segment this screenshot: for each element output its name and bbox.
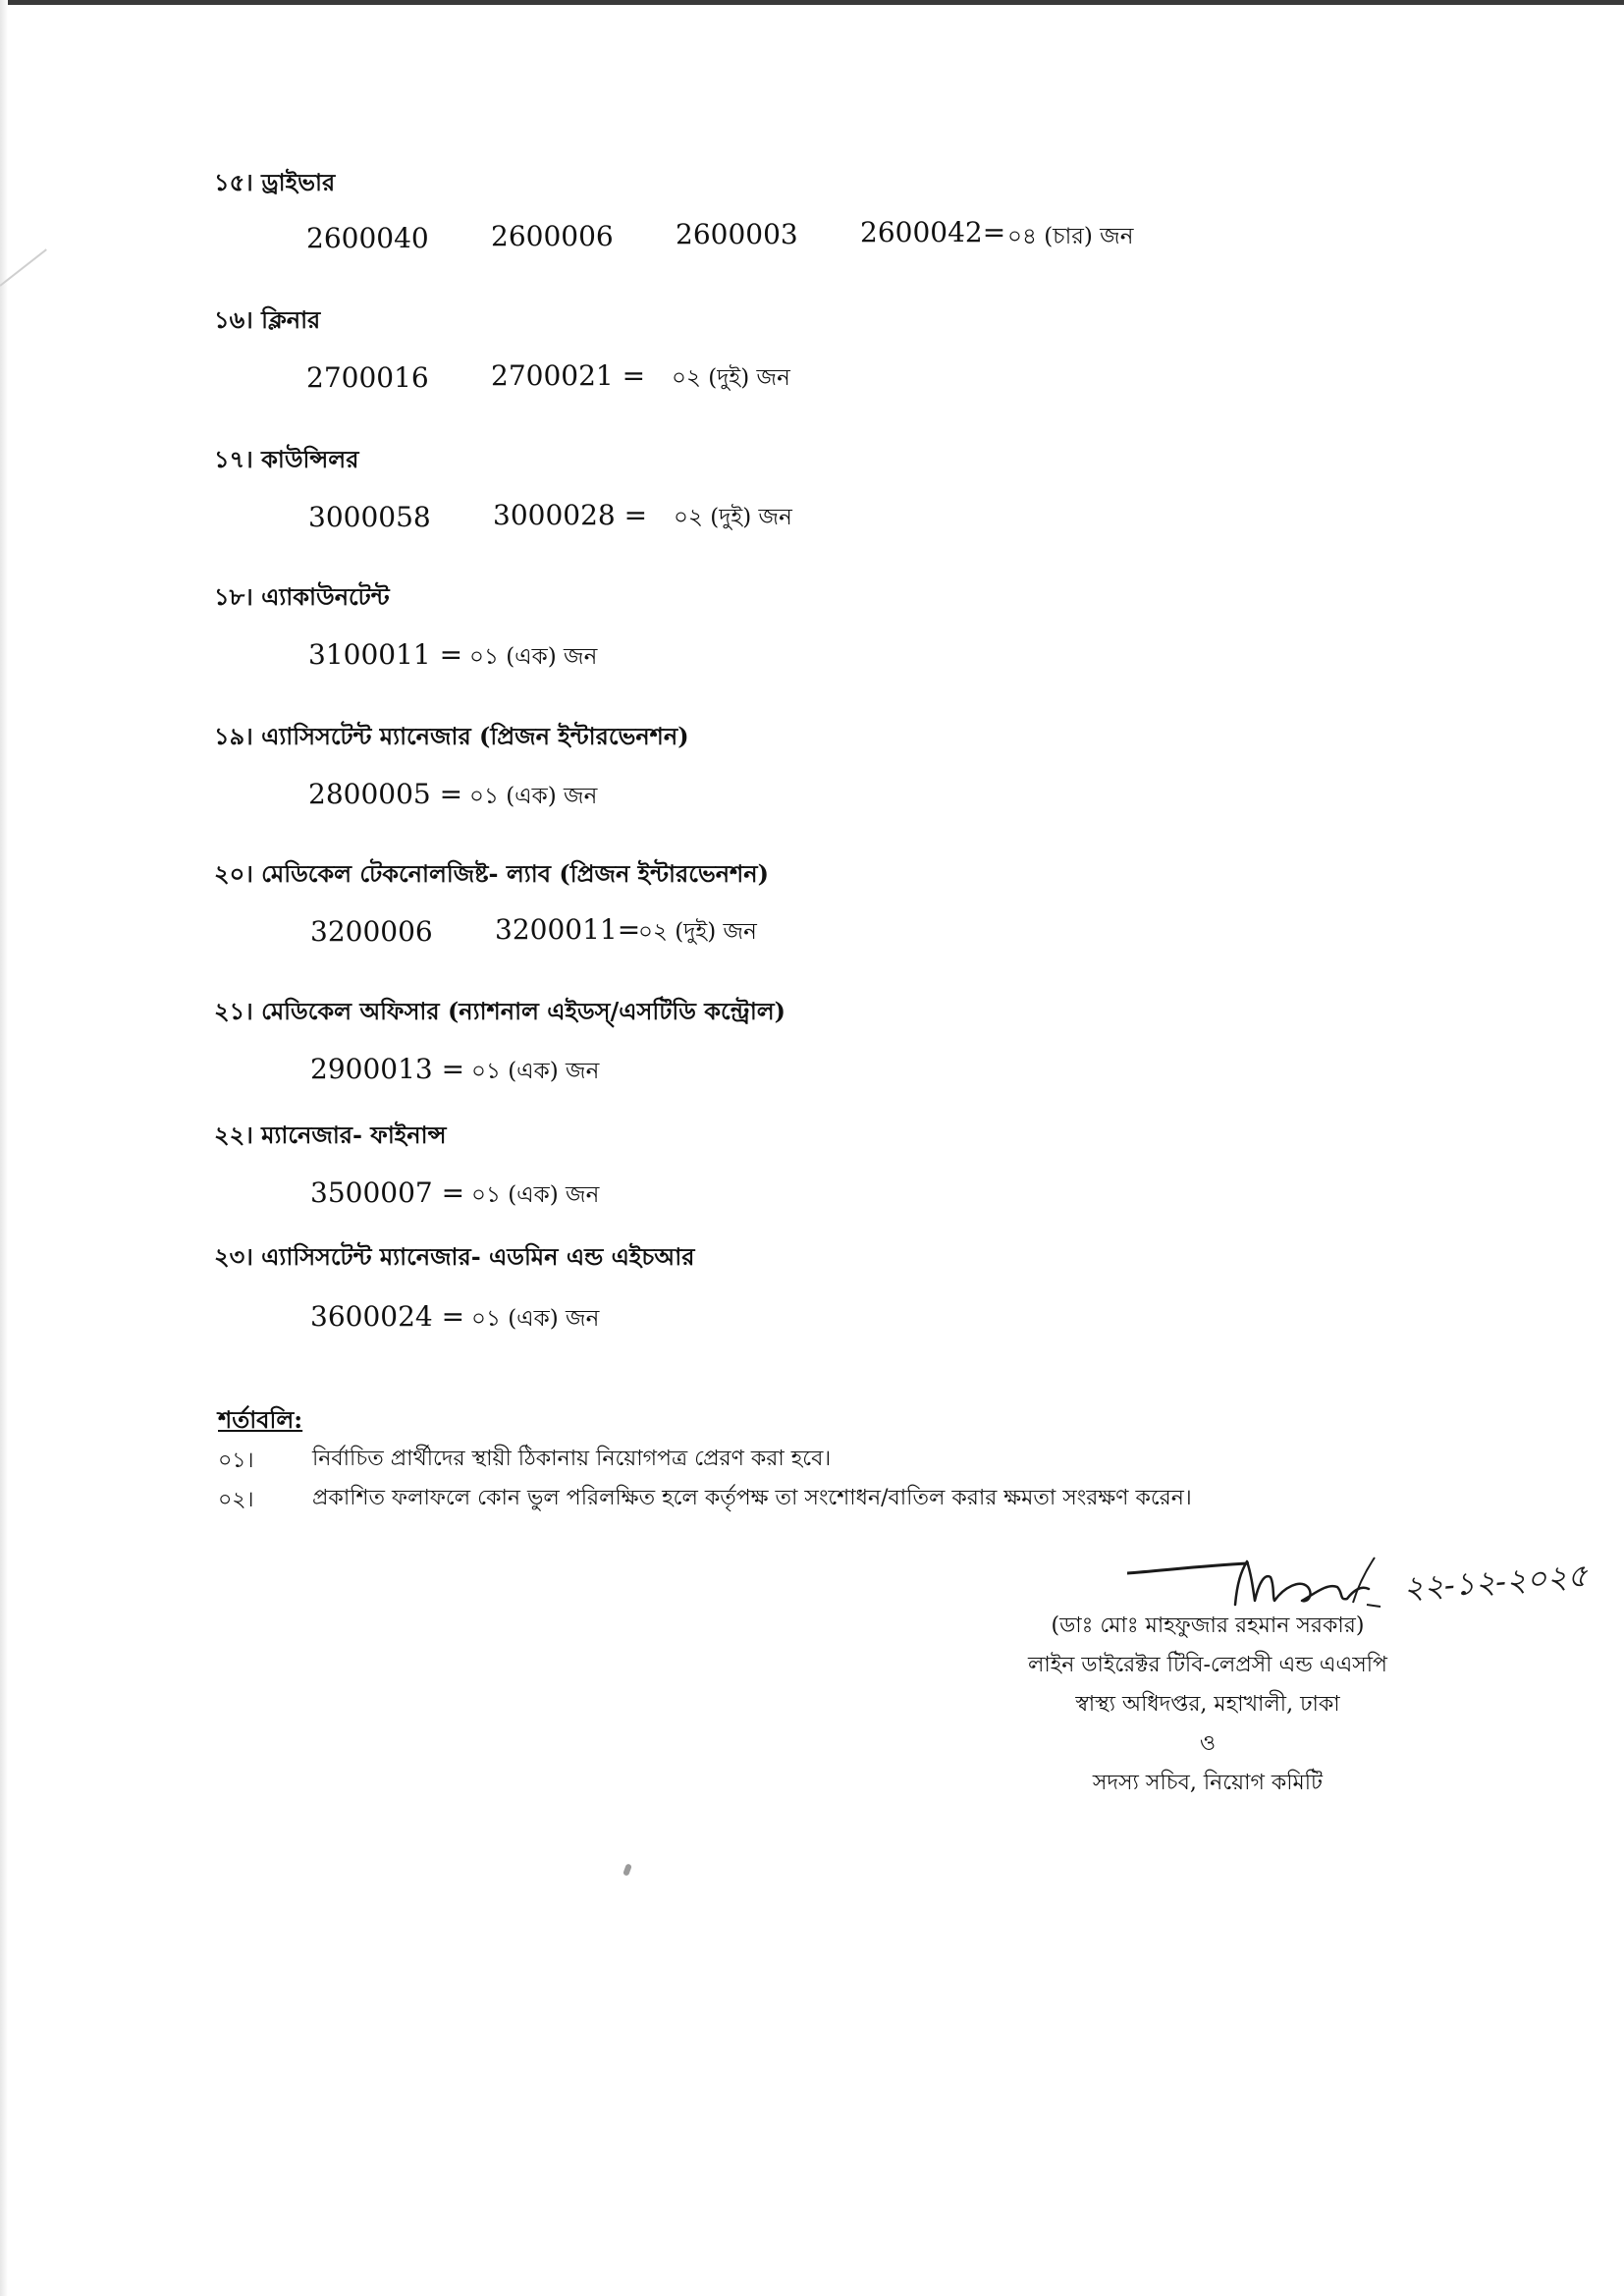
signatory-role: সদস্য সচিব, নিয়োগ কমিটি xyxy=(1092,1771,1324,1795)
section-heading-23: ২৩। এ্যাসিসটেন্ট ম্যানেজার- এডমিন এন্ড এইচআর xyxy=(214,1242,695,1271)
roll-number: 3100011 = xyxy=(308,638,463,671)
section-heading-17: ১৭। কাউন্সিলর xyxy=(214,445,359,473)
roll-number: 3500007 = xyxy=(310,1176,465,1209)
section-heading-18: ১৮। এ্যাকাউনটেন্ট xyxy=(214,582,390,611)
roll-number: 2900013 = xyxy=(310,1053,465,1085)
term-text: প্রকাশিত ফলাফলে কোন ভুল পরিলক্ষিত হলে কর্তৃপক্ষ তা সংশোধন/বাতিল করার ক্ষমতা সংরক্ষণ করেন। xyxy=(312,1486,1192,1510)
roll-number: 3200006 xyxy=(310,915,433,948)
selected-count: ০১ (এক) জন xyxy=(471,1182,600,1208)
section-heading-20: ২০। মেডিকেল টেকনোলজিষ্ট- ল্যাব (প্রিজন ইন্টারভেনশন) xyxy=(214,859,769,888)
selected-count: ০২ (দুই) জন xyxy=(638,919,757,945)
roll-number: 2600003 xyxy=(676,218,798,250)
scan-top-edge xyxy=(0,0,1624,5)
selected-count: ০১ (এক) জন xyxy=(471,1059,600,1084)
signatory-and: ও xyxy=(1199,1731,1217,1756)
roll-number: 3600024 = xyxy=(310,1300,465,1333)
term-number: ০১। xyxy=(218,1449,254,1473)
roll-number: 2800005 = xyxy=(308,778,463,810)
section-heading-21: ২১। মেডিকেল অফিসার (ন্যাশনাল এইডস্/এসটিডি কন্ট্রোল) xyxy=(214,997,786,1025)
selected-count: ০৪ (চার) জন xyxy=(1007,224,1134,249)
terms-title: শর্তাবলি: xyxy=(218,1405,303,1434)
term-text: নির্বাচিত প্রার্থীদের স্থায়ী ঠিকানায় নিয়োগপত্র প্রেরণ করা হবে। xyxy=(312,1447,832,1471)
signatory-name: (ডাঃ মোঃ মাহফুজার রহমান সরকার) xyxy=(1051,1613,1365,1638)
section-heading-15: ১৫। ড্রাইভার xyxy=(214,168,336,196)
selected-count: ০১ (এক) জন xyxy=(471,1306,600,1332)
term-number: ০২। xyxy=(218,1488,254,1512)
selected-count: ০২ (দুই) জন xyxy=(672,365,790,391)
signatory-office: স্বাস্থ্য অধিদপ্তর, মহাখালী, ঢাকা xyxy=(1075,1692,1340,1717)
section-heading-22: ২২। ম্যানেজার- ফাইনান্স xyxy=(214,1121,447,1149)
section-heading-19: ১৯। এ্যাসিসটেন্ট ম্যানেজার (প্রিজন ইন্টারভেনশন) xyxy=(214,722,689,750)
roll-number: 2700021 = xyxy=(491,359,646,392)
roll-number: 3000058 xyxy=(308,501,431,533)
selected-count: ০১ (এক) জন xyxy=(469,784,598,809)
roll-number: 2600040 xyxy=(306,222,429,254)
roll-number: 3200011= xyxy=(495,913,641,946)
roll-number: 2700016 xyxy=(306,361,429,394)
roll-number: 3000028 = xyxy=(493,499,648,531)
signature-block xyxy=(962,1607,1453,1803)
section-heading-16: ১৬। ক্লিনার xyxy=(214,305,321,334)
handwritten-date: ২২-১২-২০২৫ xyxy=(1401,1556,1590,1607)
selected-count: ০২ (দুই) জন xyxy=(674,505,792,530)
roll-number: 2600042= xyxy=(860,216,1006,248)
roll-number: 2600006 xyxy=(491,220,614,252)
scan-left-edge xyxy=(0,0,8,2296)
signatory-title: লাইন ডাইরেক্টর টিবি-লেপ্রসী এন্ড এএসপি xyxy=(1027,1653,1387,1677)
scan-speck xyxy=(623,1863,632,1876)
selected-count: ০১ (এক) জন xyxy=(469,644,598,670)
